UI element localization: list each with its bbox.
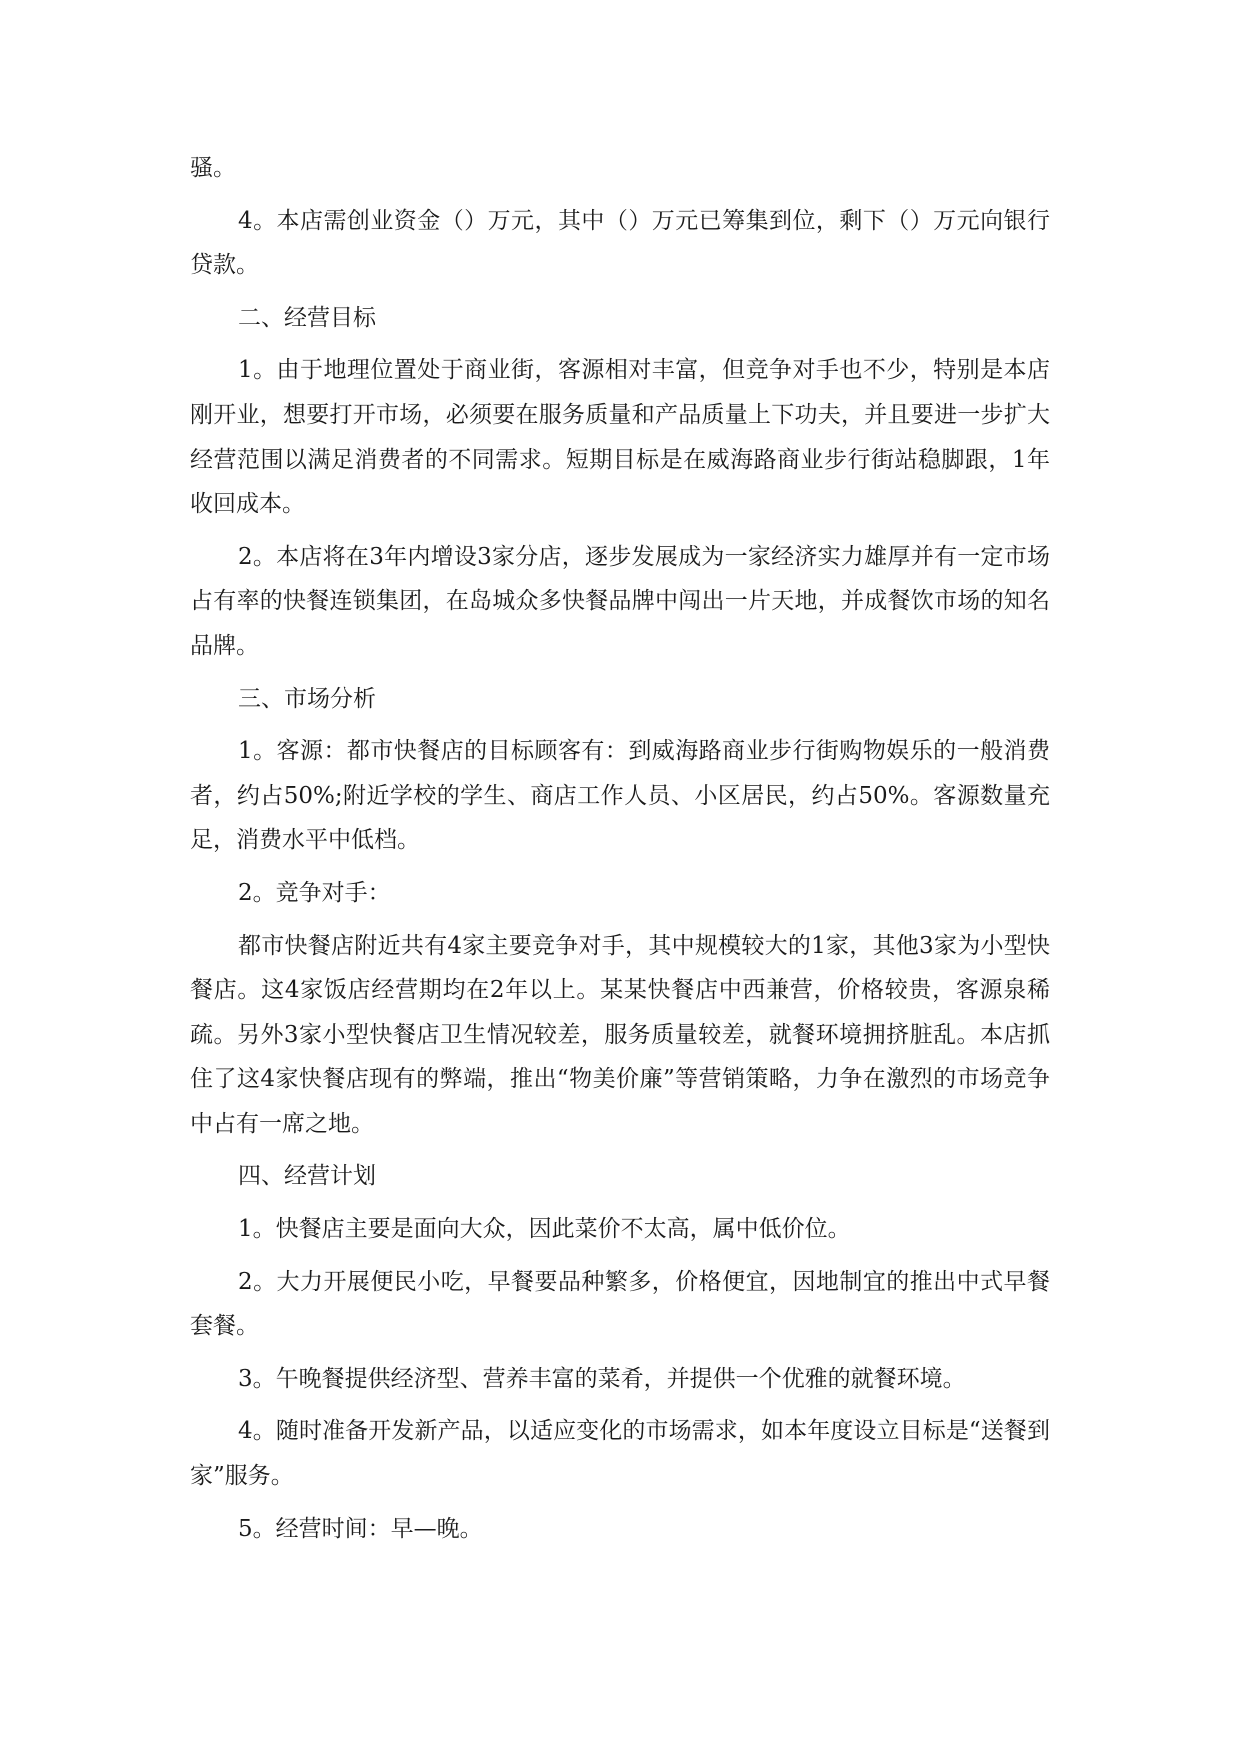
paragraph-competitors-label: 2。竞争对手： <box>238 879 391 906</box>
section-heading-business-plan: 四、经营计划 <box>238 1163 376 1190</box>
paragraph-plan-3: 3。午晚餐提供经济型、营养丰富的菜肴，并提供一个优雅的就餐环境。 <box>238 1365 966 1392</box>
paragraph-goal-1: 1。由于地理位置处于商业街，客源相对丰富，但竞争对手也不少，特别是本店刚开业，想要打开市场，必须要在服务质量和产品质量上下功夫，并且要进一步扩大经营范围以满足消费者的不同需求。短期目标是在威海路商业步行街站稳脚跟，1年收回成本。 <box>190 357 1050 518</box>
paragraph-plan-2: 2。大力开展便民小吃，早餐要品种繁多，价格便宜，因地制宜的推出中式早餐套餐。 <box>190 1268 1050 1340</box>
paragraph-plan-1: 1。快餐店主要是面向大众，因此菜价不太高，属中低价位。 <box>238 1216 851 1243</box>
paragraph-goal-2: 2。本店将在3年内增设3家分店，逐步发展成为一家经济实力雄厚并有一定市场占有率的快餐连锁集团，在岛城众多快餐品牌中闯出一片天地，并成餐饮市场的知名品牌。 <box>190 543 1050 659</box>
paragraph-plan-5: 5。经营时间：早—晚。 <box>238 1515 483 1542</box>
section-heading-market-analysis: 三、市场分析 <box>238 685 376 712</box>
paragraph-funding: 4。本店需创业资金（）万元，其中（）万元已筹集到位，剩下（）万元向银行贷款。 <box>190 207 1050 279</box>
section-heading-business-goals: 二、经营目标 <box>238 304 376 331</box>
paragraph-continuation: 骚。 <box>190 155 236 181</box>
paragraph-customers: 1。客源：都市快餐店的目标顾客有：到威海路商业步行街购物娱乐的一般消费者，约占50%;附近学校的学生、商店工作人员、小区居民，约占50%。客源数量充足，消费水平中低档。 <box>190 738 1050 854</box>
paragraph-competitors: 都市快餐店附近共有4家主要竞争对手，其中规模较大的1家，其他3家为小型快餐店。这4家饭店经营期均在2年以上。某某快餐店中西兼营，价格较贵，客源泉稀疏。另外3家小型快餐店卫生情况较差，服务质量较差，就餐环境拥挤脏乱。本店抓住了这4家快餐店现有的弊端，推出“物美价廉”等营销策略，力争在激烈的市场竞争中占有一席之地。 <box>190 932 1050 1137</box>
paragraph-plan-4: 4。随时准备开发新产品，以适应变化的市场需求，如本年度设立目标是“送餐到家”服务。 <box>190 1418 1050 1490</box>
document-page <box>190 146 1050 1559</box>
